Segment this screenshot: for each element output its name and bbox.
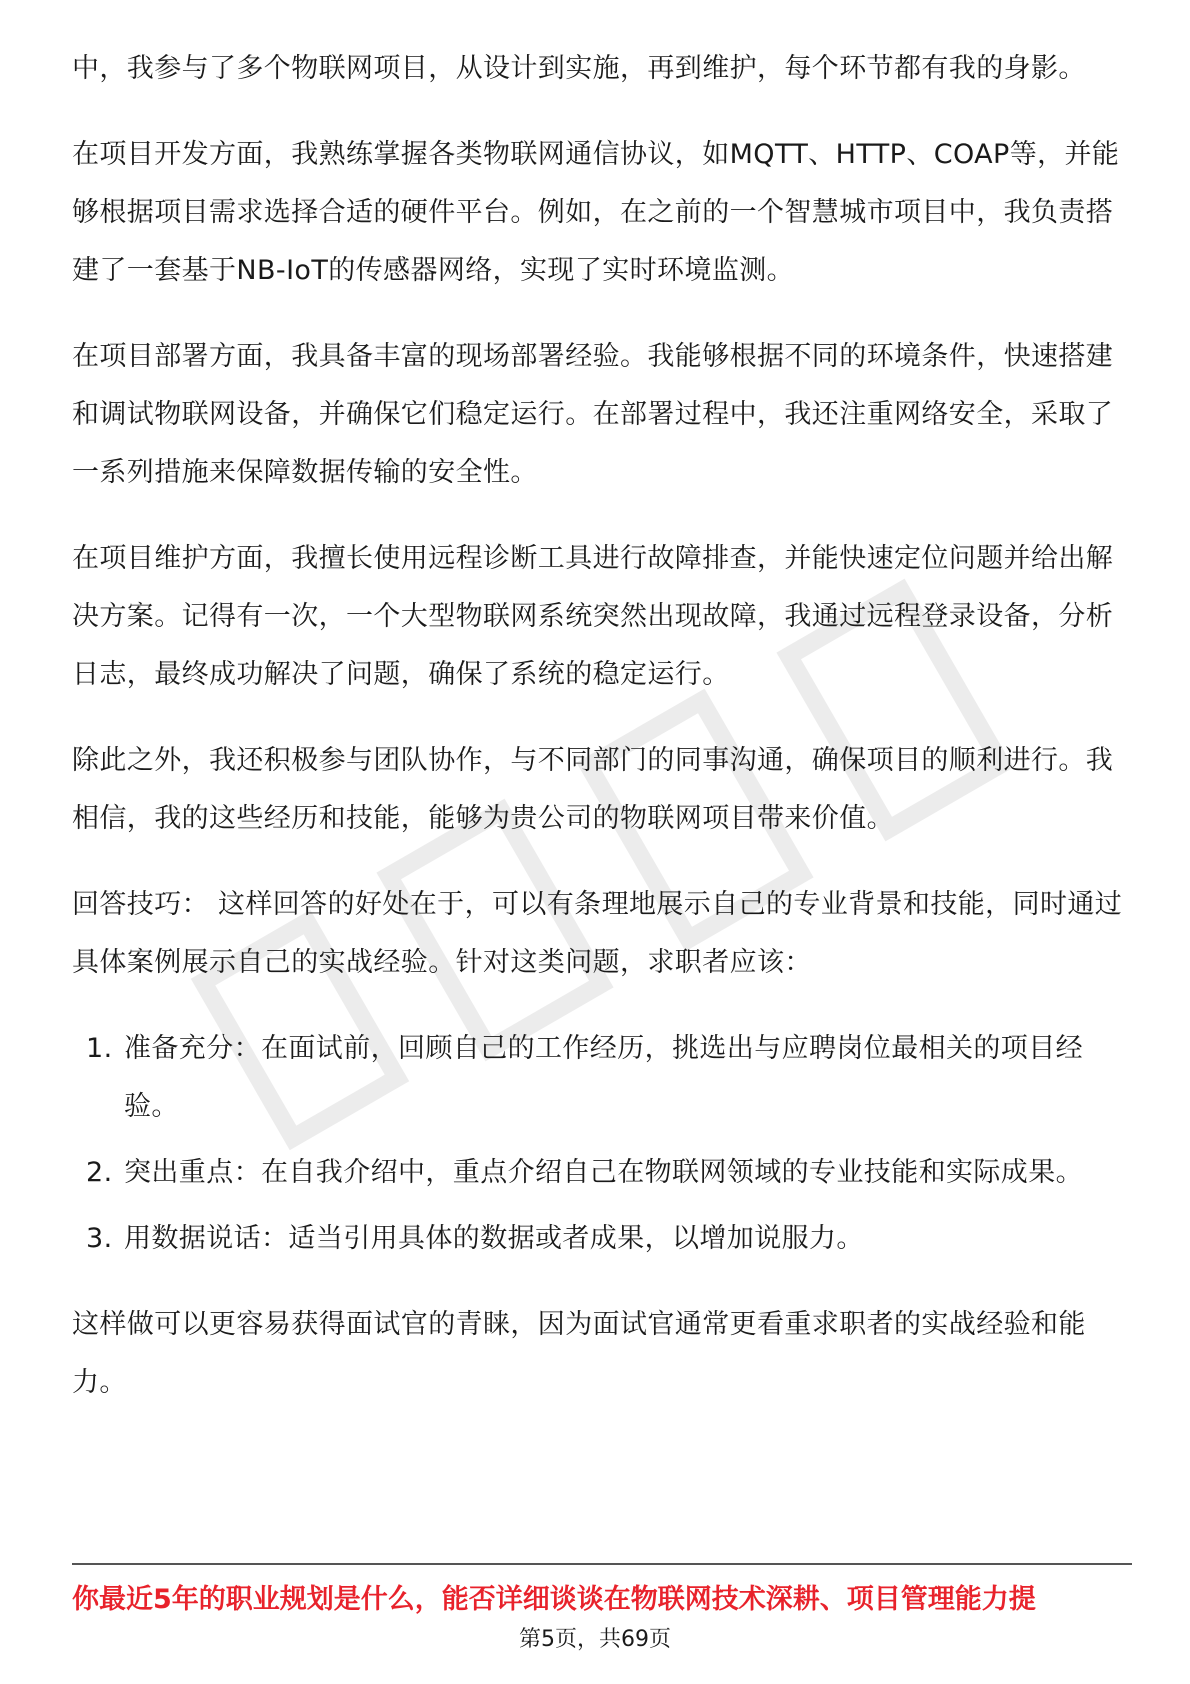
paragraph-maintenance: 在项目维护方面，我擅长使用远程诊断工具进行故障排查，并能快速定位问题并给出解决方案。记得有一次，一个大型物联网系统突然出现故障，我通过远程登录设备，分析日志，最终成功解决了问题，确保了系统的稳定运行。 bbox=[72, 543, 1114, 690]
list-item bbox=[72, 1144, 1132, 1202]
paragraph-teamwork: 除此之外，我还积极参与团队协作，与不同部门的同事沟通，确保项目的顺利进行。我相信，我的这些经历和技能，能够为贵公司的物联网项目带来价值。 bbox=[72, 745, 1114, 834]
list-text: 准备充分：在面试前，回顾自己的工作经历，挑选出与应聘岗位最相关的项目经验。 bbox=[124, 1033, 1083, 1122]
paragraph-development: 在项目开发方面，我熟练掌握各类物联网通信协议，如MQTT、HTTP、COAP等，并能够根据项目需求选择合适的硬件平台。例如，在之前的一个智慧城市项目中，我负责搭建了一套基于NB-IoT的传感器网络，实现了实时环境监测。 bbox=[72, 139, 1120, 286]
list-item bbox=[72, 1210, 1132, 1268]
document-body bbox=[72, 40, 1132, 1440]
list-number: 1. bbox=[86, 1033, 113, 1064]
list-number: 3. bbox=[86, 1223, 113, 1254]
paragraph-deployment: 在项目部署方面，我具备丰富的现场部署经验。我能够根据不同的环境条件，快速搭建和调试物联网设备，并确保它们稳定运行。在部署过程中，我还注重网络安全，采取了一系列措施来保障数据传输的安全性。 bbox=[72, 341, 1114, 488]
paragraph-answer-tips: 回答技巧： 这样回答的好处在于，可以有条理地展示自己的专业背景和技能，同时通过具体案例展示自己的实战经验。针对这类问题，求职者应该： bbox=[72, 889, 1123, 978]
list-text: 突出重点：在自我介绍中，重点介绍自己在物联网领域的专业技能和实际成果。 bbox=[124, 1157, 1083, 1188]
paragraph-intro-continued: 中，我参与了多个物联网项目，从设计到实施，再到维护，每个环节都有我的身影。 bbox=[72, 53, 1086, 84]
page-number: 第5页，共69页 bbox=[519, 1627, 671, 1652]
list-number: 2. bbox=[86, 1157, 113, 1188]
next-question-heading: 你最近5年的职业规划是什么，能否详细谈谈在物联网技术深耕、项目管理能力提 bbox=[72, 1584, 1036, 1615]
footer-divider bbox=[72, 1563, 1132, 1565]
paragraph-closing: 这样做可以更容易获得面试官的青睐，因为面试官通常更看重求职者的实战经验和能力。 bbox=[72, 1309, 1086, 1398]
tips-list bbox=[72, 1020, 1132, 1268]
list-text: 用数据说话：适当引用具体的数据或者成果，以增加说服力。 bbox=[124, 1223, 864, 1254]
list-item bbox=[72, 1020, 1132, 1136]
